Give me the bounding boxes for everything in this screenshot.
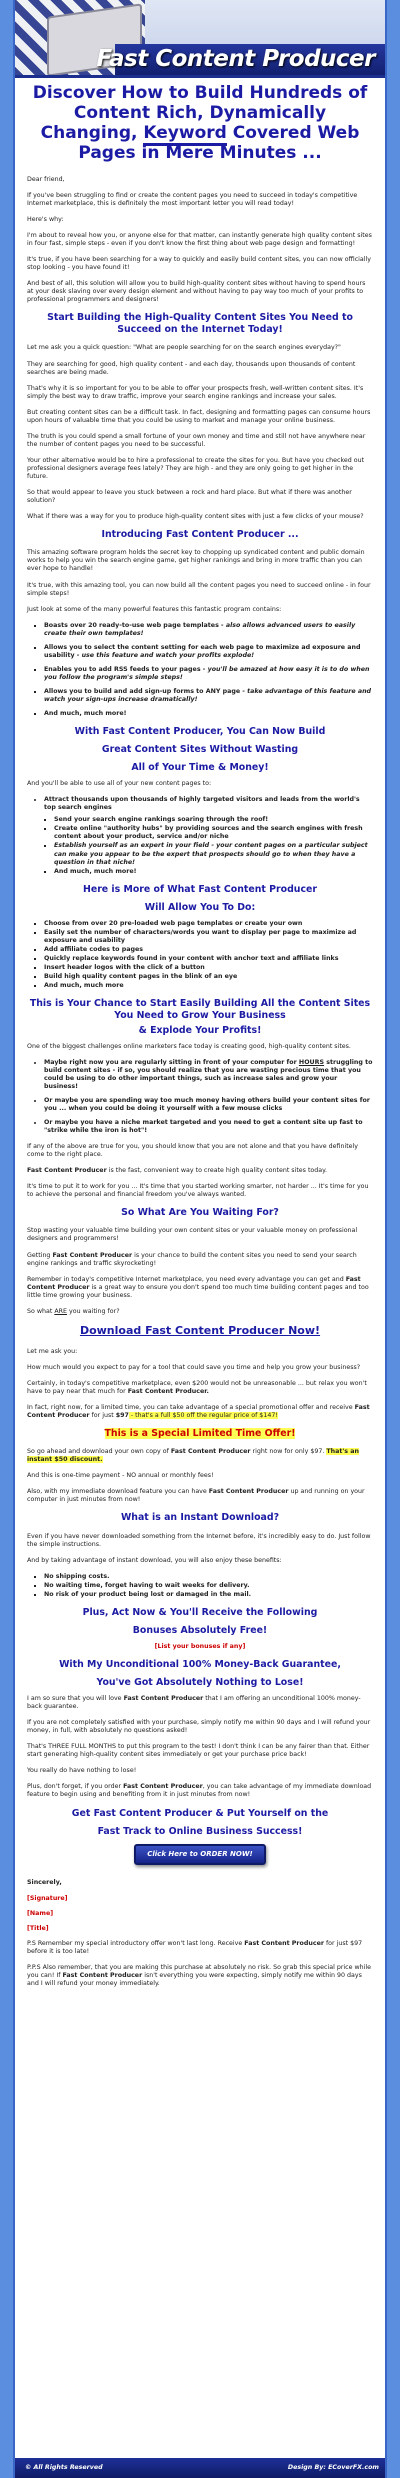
author-name: [Name] — [27, 1909, 54, 1917]
s1-p7: So that would appear to leave you stuck between a rock and hard place. But what if there was another solution? — [27, 489, 352, 505]
bonus-placeholder: [List your bonuses if any] — [154, 1642, 246, 1650]
intro-p3: I'm about to reveal how you, or anyone else for that matter, can instantly generate high quality content sites in four fast, simple steps - even if you don't know the first thing about web page design and formatting! — [27, 231, 372, 247]
feature-item: ▪ Enables you to add RSS feeds to your pages - you'll be amazed at how easy it is to do when you follow the program's simple steps! — [44, 666, 373, 682]
product-logo: Fast Content Producer — [96, 46, 375, 72]
section-heading-more-line2: Will Allow You To Do: — [144, 901, 256, 913]
download-link[interactable]: Download Fast Content Producer Now! — [79, 1323, 321, 1337]
s1-p4: But creating content sites can be a difficult task. In fact, designing and formatting pages can consume hours upon hours of valuable time that you could be using to market and manage your online business. — [27, 408, 371, 424]
s2-p3: Just look at some of the many powerful features this fantastic program contains: — [27, 605, 282, 613]
capability-item: ▪ Choose from over 20 pre-loaded web page templates or create your own — [44, 920, 373, 928]
greeting: Dear friend, — [27, 175, 65, 183]
section-heading-your-chance: This is Your Chance to Start Easily Building All the Content Sites You Need to Grow Your Business — [29, 998, 371, 1022]
s5-p4: It's time to put it to work for you ... It's time that you started working smarter, not harder ... It's time for you to achieve the personal and financial freedom you've always wanted. — [27, 1183, 369, 1199]
s1-p5: The truth is you could spend a small fortune of your own money and time and still not have anywhere near the number of content pages you need to be successful. — [27, 432, 366, 448]
main-headline: Discover How to Build Hundreds of Content Rich, Dynamically Changing, Keyword Covered Web Pages in Mere Minutes ... — [32, 83, 368, 163]
s1-p8: What if there was a way for you to produce high-quality content sites with just a few clicks of your mouse? — [27, 513, 364, 521]
guarantee-p5: Plus, don't forget, if you order Fast Content Producer, you can take advantage of my immediate download feature to begin using and benefiting from it in just minutes from now! — [27, 1783, 372, 1799]
capability-list — [44, 920, 373, 990]
intro-p2: Here's why: — [27, 215, 64, 223]
ps-2: P.P.S Also remember, that you are making this purchase at absolutely no risk. So grab this special price while you can! If Fast Content Producer isn't everything you were expecting, simply notify me within 90 days and I will refund your money immediately. — [27, 1963, 372, 1987]
section-heading-instant-download: What is an Instant Download? — [120, 1512, 280, 1524]
section-heading-explode-profits: & Explode Your Profits! — [138, 1024, 262, 1036]
instant-p1: Even if you have never downloaded something from the Internet before, it's incredibly easy to do. Just follow the simple instructions. — [27, 1532, 371, 1548]
benefit-item: ▪ No shipping costs. — [44, 1573, 373, 1581]
sales-page — [13, 0, 387, 2478]
section-heading-bonus-line1: Plus, Act Now & You'll Receive the Following — [82, 1606, 318, 1618]
section-heading-guarantee-line1: With My Unconditional 100% Money-Back Guarantee, — [59, 1659, 341, 1671]
s6-p3: Remember in today's competitive Internet marketplace, you need every advantage you can get and Fast Content Producer is a great way to ensure you don't spend too much time building content pages and too little time growing your business. — [27, 1275, 369, 1299]
uses-item: ▪ Create online "authority hubs" by providing sources and the search engines with fresh content about your product, service and/or niche — [54, 825, 373, 841]
s3-p1: And you'll be able to use all of your new content pages to: — [27, 780, 212, 788]
uses-item: ▪ Send your search engine rankings soaring through the roof! — [54, 816, 373, 824]
benefit-item: ▪ No risk of your product being lost or damaged in the mail. — [44, 1591, 373, 1599]
maybe-list — [44, 1059, 373, 1135]
s5-p2: If any of the above are true for you, you should know that you are not alone and that you have definitely come to the right place. — [27, 1142, 359, 1159]
dl-p5: So go ahead and download your own copy of Fast Content Producer right now for only $97. That's an instant $50 discount. — [27, 1448, 359, 1464]
maybe-item: • Or maybe you have a niche market targeted and you need to get a content site up fast to "strike while the iron is hot"! — [44, 1119, 373, 1135]
guarantee-p4: You really do have nothing to lose! — [27, 1767, 137, 1775]
dl-p2: How much would you expect to pay for a tool that could save you time and help you grow your business? — [27, 1363, 361, 1371]
s1-p1: Let me ask you a quick question: "What are people searching for on the search engines everyday?" — [27, 344, 341, 352]
s6-p4: So what ARE you waiting for? — [27, 1307, 120, 1315]
uses-item: ▪ Establish yourself as an expert in your field - your content pages on a particular subject can make you appear to be the expert that prospects should go to when they have a question in that niche! — [54, 842, 373, 866]
author-title: [Title] — [27, 1924, 49, 1932]
feature-item: ▪ And much, much more! — [44, 710, 373, 718]
section-heading-build-line1: With Fast Content Producer, You Can Now Build — [74, 726, 326, 738]
attract-list — [44, 796, 373, 875]
intro-p5: And best of all, this solution will allow you to build high-quality content sites without having to spend hours at your desk slaving over every design element and without having to pay way too much of your profits to professional programmers and designers! — [27, 279, 366, 303]
ps-1: P.S Remember my special introductory offer won't last long. Receive Fast Content Producer for just $97 before it is too late! — [27, 1939, 363, 1955]
section-heading-waiting: So What Are You Waiting For? — [121, 1207, 279, 1219]
attract-item: • Attract thousands upon thousands of highly targeted visitors and leads from the world's top search engines ▪ Send your search engine rankings soaring through the roof! ▪ Create online "authority hubs" by providing sources and the search engines with fresh content about your product, service and/or niche ▪ Establish yourself as an expert in your field - your content pages on a particular subject can make you appear to be the expert that prospects should go to when they have a question in that niche! ▪ And much, much more! — [44, 796, 373, 875]
letter-body — [15, 78, 385, 1988]
signature: [Signature] — [27, 1894, 68, 1902]
section-heading-guarantee-line2: You've Got Absolutely Nothing to Lose! — [96, 1677, 304, 1689]
dl-p4: In fact, right now, for a limited time, you can take advantage of a special promotional offer and receive Fast Content Producer for just $97 - that's a full $50 off the regular price of $147! — [27, 1404, 370, 1420]
dl-p7: Also, with my immediate download feature you can have Fast Content Producer up and running on your computer in just minutes from now! — [27, 1488, 365, 1504]
uses-item: ▪ And much, much more! — [54, 868, 373, 876]
capability-item: ▪ Add affiliate codes to pages — [44, 946, 373, 954]
section-heading-more-line1: Here is More of What Fast Content Producer — [82, 883, 317, 895]
maybe-item: • Or maybe you are spending way too much money having others build your content sites for you ... when you could be doing it yourself with a few mouse clicks — [44, 1097, 373, 1113]
capability-item: ▪ And much, much more — [44, 982, 373, 990]
s2-p1: This amazing software program holds the secret key to chopping up syndicated content and public domain works to help you win the search engine game, get higher rankings and bring in more traffic than you can ever hope to handle! — [27, 549, 365, 573]
s1-p6: Your other alternative would be to hire a professional to create the sites for you. But have you checked out professional designers average fees lately? They are high - and they are only going to get higher in the future. — [27, 456, 365, 480]
feature-item: ▪ Allows you to build and add sign-up forms to ANY page - take advantage of this feature and watch your sign-ups increase dramatically! — [44, 688, 373, 704]
section-heading-start-building: Start Building the High-Quality Content Sites You Need to Succeed on the Internet Today! — [47, 312, 353, 336]
instant-p2: And by taking advantage of instant download, you will also enjoy these benefits: — [27, 1556, 282, 1564]
section-heading-bonus-line2: Bonuses Absolutely Free! — [132, 1624, 268, 1636]
s6-p2: Getting Fast Content Producer is your chance to build the content sites you need to send your search engine rankings and traffic skyrocketing! — [27, 1251, 357, 1267]
maybe-item: • Maybe right now you are regularly sitting in front of your computer for HOURS struggling to build content sites - if so, you should realize that you are wasting precious time that you could be using to do other important things, such as increase sales and grow your business! — [44, 1059, 373, 1091]
capability-item: ▪ Easily set the number of characters/words you want to display per page to maximize ad exposure and usability — [44, 929, 373, 945]
limited-offer-banner: This is a Special Limited Time Offer! — [104, 1428, 296, 1440]
designer-credit: Design By: ECoverFX.com — [287, 2463, 379, 2471]
section-heading-build-line3: All of Your Time & Money! — [131, 762, 269, 774]
dl-p1: Let me ask you: — [27, 1347, 78, 1355]
section-heading-closing-line2: Fast Track to Online Business Success! — [97, 1825, 303, 1837]
dl-p3: Certainly, in today's competitive marketplace, even $200 would not be unreasonable ... but relax you won't have to pay near that much for Fast Content Producer. — [27, 1379, 367, 1396]
benefit-item: ▪ No waiting time, forget having to wait weeks for delivery. — [44, 1582, 373, 1590]
footer-bar — [15, 2458, 387, 2478]
s6-p1: Stop wasting your valuable time building your own content sites or your valuable money on professional designers and programmers! — [27, 1227, 358, 1243]
s1-p2: They are searching for good, high quality content - and each day, thousands upon thousands of content searches are being made. — [27, 360, 356, 376]
benefit-list — [44, 1573, 373, 1599]
intro-p4: It's true, if you have been searching for a way to quickly and easily build content sites, you can now officially stop looking - you have found it! — [27, 255, 372, 271]
order-button-wrap — [27, 1844, 373, 1865]
sincerely: Sincerely, — [27, 1878, 62, 1886]
intro-p1: If you've been struggling to find or create the content pages you need to succeed in today's competitive Internet marketplace, this is definitely the most important letter you will read today! — [27, 191, 358, 207]
s2-p2: It's true, with this amazing tool, you can now build all the content pages you need to succeed online - in four simple steps! — [27, 581, 371, 597]
section-heading-build-line2: Great Content Sites Without Wasting — [101, 744, 299, 756]
capability-item: ▪ Build high quality content pages in the blink of an eye — [44, 973, 373, 981]
feature-item: ▪ Boasts over 20 ready-to-use web page templates - also allows advanced users to easily create their own templates! — [44, 622, 373, 638]
guarantee-p3: That's THREE FULL MONTHS to put this program to the test! I don't think I can be any fairer than that. Either start generating high-quality content sites immediately or get your purchase price back! — [27, 1743, 370, 1759]
section-heading-closing-line1: Get Fast Content Producer & Put Yourself on the — [71, 1807, 329, 1819]
s1-p3: That's why it is so important for you to be able to offer your prospects fresh, well-written content sites. It's simply the best way to draw traffic, improve your search engine rankings and increase your sales. — [27, 384, 364, 400]
feature-list — [44, 622, 373, 718]
s5-p1: One of the biggest challenges online marketers face today is creating good, high-quality content sites. — [27, 1042, 351, 1050]
section-heading-introducing: Introducing Fast Content Producer ... — [101, 529, 299, 541]
order-now-button[interactable]: Click Here to ORDER NOW! — [134, 1844, 266, 1865]
s5-p3: Fast Content Producer is the fast, convenient way to create high quality content sites today. — [27, 1167, 327, 1175]
capability-item: ▪ Insert header logos with the click of a button — [44, 964, 373, 972]
capability-item: ▪ Quickly replace keywords found in your content with anchor text and affiliate links — [44, 955, 373, 963]
dl-p6: And this is one-time payment - NO annual or monthly fees! — [27, 1472, 214, 1480]
feature-item: ▪ Allows you to select the content setting for each web page to maximize ad exposure and usability - use this feature and watch your profits explode! — [44, 644, 373, 660]
guarantee-p2: If you are not completely satisfied with your purchase, simply notify me within 90 days and I will refund your money, in full, with absolutely no questions asked! — [27, 1719, 371, 1735]
uses-list — [54, 816, 373, 875]
guarantee-p1: I am so sure that you will love Fast Content Producer that I am offering an unconditional 100% money-back guarantee. — [27, 1695, 361, 1711]
header-banner — [15, 0, 385, 78]
copyright-text: © All Rights Reserved — [25, 2463, 103, 2471]
